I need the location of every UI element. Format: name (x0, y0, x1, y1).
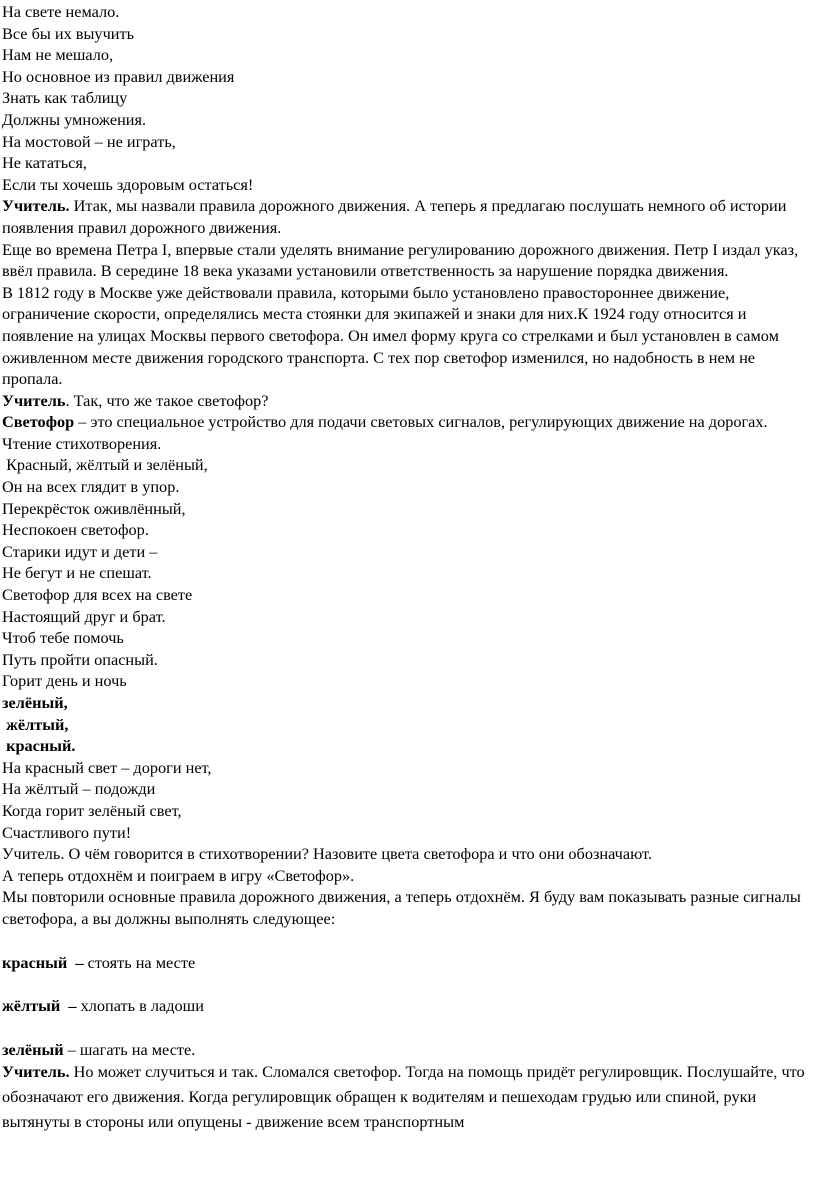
poem-rules (2, 757, 812, 843)
poem-line: Неспокоен светофор. (2, 520, 149, 540)
poem-line: Знать как таблицу (2, 88, 128, 108)
rule-dash: – (60, 996, 77, 1016)
poem-color-line: жёлтый, (2, 714, 69, 734)
paragraph-text: . Так, что же такое светофор? (65, 390, 269, 410)
speaker-label: Учитель (2, 390, 66, 410)
poem-line: На жёлтый – подожди (2, 779, 156, 799)
teacher-question2-paragraph: Учитель. О чём говорится в стихотворении? Назовите цвета светофора и что они обозначают. (2, 844, 653, 864)
rest-paragraph: А теперь отдохнём и поиграем в игру «Светофор». (2, 865, 355, 885)
history-peter-paragraph: Еще во времена Петра I, впервые стали уделять внимание регулированию дорожного движения. Петр I издал указ, ввёл правила. В середине 18 века указами установили ответственность за нарушение порядка движения. (2, 239, 799, 281)
poem-line: Горит день и ночь (2, 671, 127, 691)
poem-line: Нам не мешало, (2, 45, 114, 65)
rule-term: зелёный (2, 1039, 64, 1059)
poem-line: Светофор для всех на свете (2, 585, 193, 605)
poem-line: На свете немало. (2, 2, 120, 21)
teacher-question-paragraph (2, 390, 812, 412)
teacher-intro-paragraph (2, 195, 812, 238)
poem-line: Не кататься, (2, 153, 87, 173)
poem-line: Путь пройти опасный. (2, 649, 158, 669)
speaker-label: Учитель. (2, 196, 70, 216)
poem-intro (2, 1, 812, 195)
poem-line: Настоящий друг и брат. (2, 606, 166, 626)
paragraph-text: Итак, мы назвали правила дорожного движения. А теперь я предлагаю послушать немного об истории появления правил дорожного движения. (2, 196, 787, 237)
poem-color-line: красный. (2, 736, 76, 756)
poem-line: На красный свет – дороги нет, (2, 757, 212, 777)
history-1812-paragraph: В 1812 году в Москве уже действовали правила, которыми было установлено правостороннее движение, ограничение скорости, определялись места стоянки для экипажей и знаки для них.К 1924 году относится и появление на улицах Москвы первого светофора. Он имел форму круга со стрелками и был установлен в самом оживленном месте движения городского транспорта. С тех пор светофор изменился, но надобность в нем не пропала. (2, 282, 779, 389)
definition-text: – это специальное устройство для подачи световых сигналов, регулирующих движение на дорогах. (74, 412, 768, 432)
poem-line: Перекрёсток оживлённый, (2, 498, 186, 518)
rule-term: красный (2, 952, 68, 972)
poem-line: Когда горит зелёный свет, (2, 800, 182, 820)
rule-term: жёлтый (2, 996, 61, 1016)
poem-line: Не бегут и не спешат. (2, 563, 152, 583)
game-paragraph: Мы повторили основные правила дорожного движения, а теперь отдохнём. Я буду вам показывать разные сигналы светофора, а вы должны выполнять следующее: (2, 887, 801, 928)
poem-line: Счастливого пути! (2, 822, 132, 842)
rule-text: стоять на месте (83, 952, 196, 972)
poem-traffic-light (2, 454, 812, 756)
poem-line: Красный, жёлтый и зелёный, (2, 455, 208, 475)
poem-line: Он на всех глядит в упор. (2, 477, 180, 497)
blank-line (2, 973, 812, 995)
game-rule-yellow (2, 995, 812, 1017)
poem-line: Должны умножения. (2, 109, 147, 129)
rule-text: – шагать на месте. (63, 1039, 196, 1059)
poem-line: Если ты хочешь здоровым остаться! (2, 174, 254, 194)
game-rule-red (2, 952, 812, 974)
poem-line: Старики идут и дети – (2, 541, 158, 561)
reading-label: Чтение стихотворения. (2, 433, 162, 453)
poem-line: На мостовой – не играть, (2, 131, 176, 151)
definition-term: Светофор (2, 412, 75, 432)
rule-dash: – (67, 952, 84, 972)
speaker-label: Учитель. (2, 1062, 70, 1082)
paragraph-text: Но может случиться и так. Сломался светофор. Тогда на помощь придёт регулировщик. Послушайте, что обозначают его движения. Когда регулировщик обращен к водителям и пешеходам грудью или спиной, руки вытянуты в стороны или опущены - движение всем транспортным (2, 1062, 805, 1131)
poem-line: Но основное из правил движения (2, 66, 235, 86)
game-rule-green (2, 1039, 812, 1061)
teacher-final-paragraph (2, 1060, 812, 1134)
definition-paragraph (2, 411, 812, 433)
blank-line (2, 930, 812, 952)
blank-line (2, 1017, 812, 1039)
poem-color-line: зелёный, (2, 693, 68, 712)
poem-line: Чтоб тебе помочь (2, 628, 124, 648)
poem-line: Все бы их выучить (2, 23, 135, 43)
rule-text: хлопать в ладоши (76, 996, 204, 1016)
